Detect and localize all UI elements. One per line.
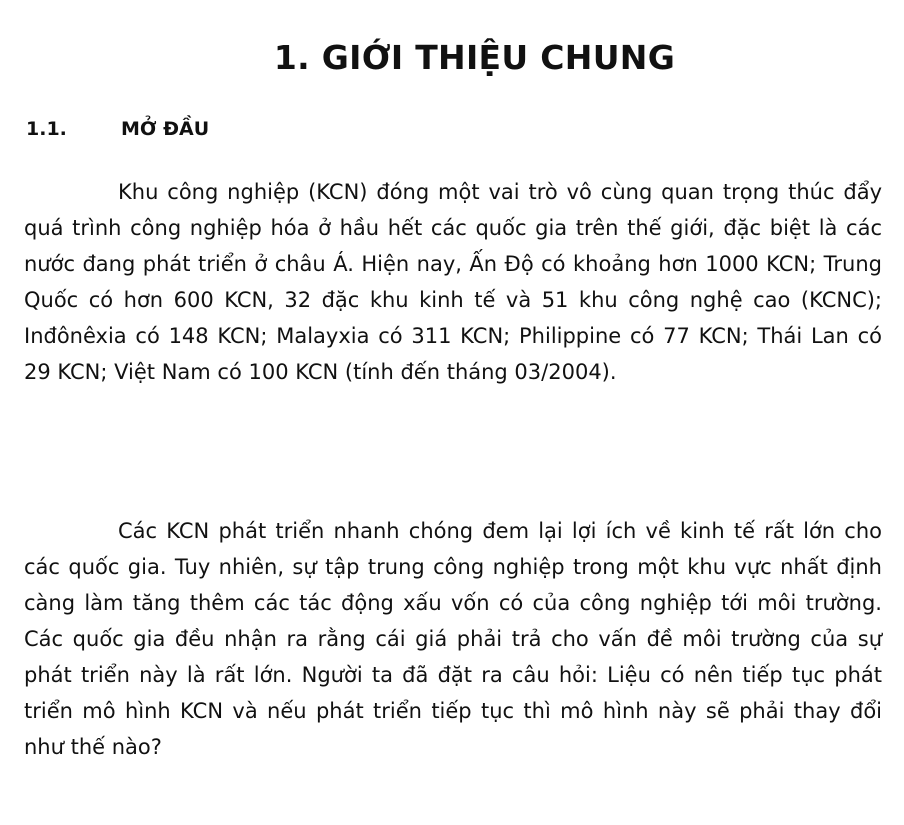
paragraph-introduction: Khu công nghiệp (KCN) đóng một vai trò vô cùng quan trọng thúc đẩy quá trình công nghiệp hóa ở hầu hết các quốc gia trên thế giới, đặc biệt là các nước đang phát triển ở châu Á. Hiện nay, Ấn Độ có khoảng hơn 1000 KCN; Trung Quốc có hơn 600 KCN, 32 đặc khu kinh tế và 51 khu công nghệ cao (KCNC); Inđônêxia có 148 KCN; Malayxia có 311 KCN; Philippine có 77 KCN; Thái Lan có 29 KCN; Việt Nam có 100 KCN (tính đến tháng 03/2004). (24, 180, 882, 384)
section-heading (26, 118, 209, 140)
paragraph-environment-issue: Các KCN phát triển nhanh chóng đem lại lợi ích về kinh tế rất lớn cho các quốc gia. Tuy nhiên, sự tập trung công nghiệp trong một khu vực nhất định càng làm tăng thêm các tác động xấu vốn có của công nghiệp tới môi trường. Các quốc gia đều nhận ra rằng cái giá phải trả cho vấn đề môi trường của sự phát triển này là rất lớn. Người ta đã đặt ra câu hỏi: Liệu có nên tiếp tục phát triển mô hình KCN và nếu phát triển tiếp tục thì mô hình này sẽ phải thay đổi như thế nào? (24, 519, 882, 759)
chapter-title: 1. GIỚI THIỆU CHUNG (273, 38, 676, 77)
section-title: MỞ ĐẦU (121, 118, 210, 140)
section-number: 1.1. (26, 118, 67, 140)
